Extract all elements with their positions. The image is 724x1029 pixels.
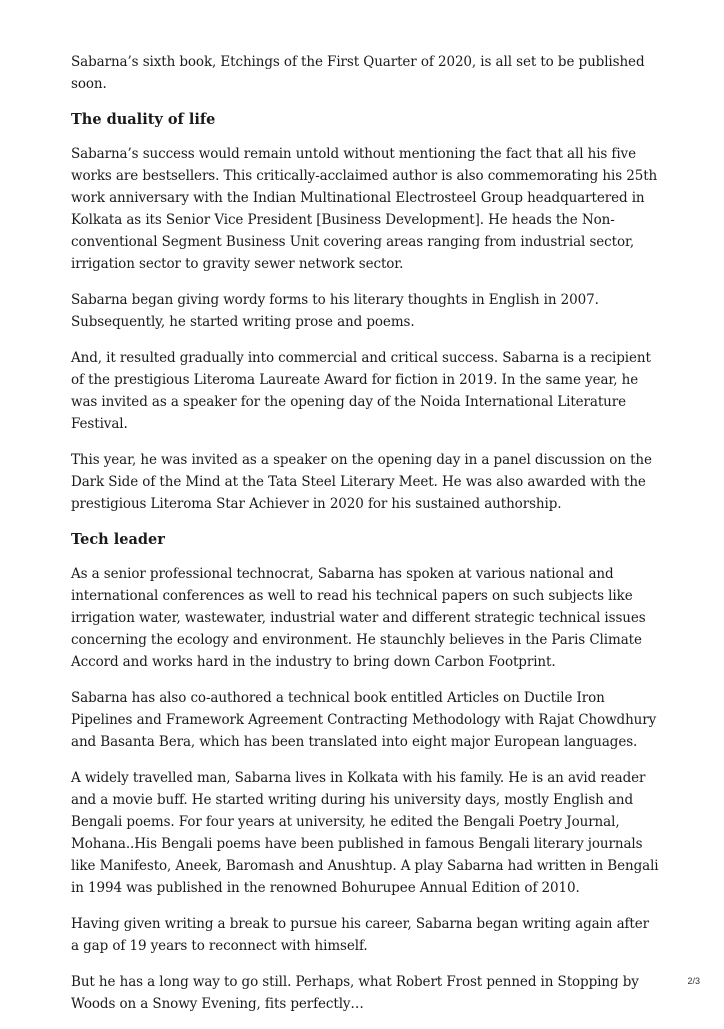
page-number: 2/3 [687,976,700,986]
paragraph-success: Sabarna’s success would remain untold without mentioning the fact that all his five works are bestsellers. This critically-acclaimed author is also commemorating his 25th work anniversary with the Indian Multinational Electrosteel Group headquartered in Kolkata as its Senior Vice President [Business Development]. He heads the Non-conventional Segment Business Unit covering areas ranging from industrial sector, irrigation sector to gravity sewer network sector. [71,146,658,272]
paragraph-travelled-man: A widely travelled man, Sabarna lives in Kolkata with his family. He is an avid reader and a movie buff. He started writing during his university days, mostly English and Bengali poems. For four years at university, he edited the Bengali Poetry Journal, Mohana..His Bengali poems have been published in famous Bengali literary journals like Manifesto, Aneek, Baromash and Anushtup. A play Sabarna had written in Bengali in 1994 was published in the renowned Bohurupee Annual Edition of 2010. [71,770,659,896]
paragraph-sixth-book: Sabarna’s sixth book, Etchings of the First Quarter of 2020, is all set to be published soon. [71,54,645,92]
paragraph-technocrat: As a senior professional technocrat, Sabarna has spoken at various national and international conferences as well to read his technical papers on such subjects like irrigation water, wastewater, industrial water and different strategic technical issues concerning the ecology and environment. He staunchly believes in the Paris Climate Accord and works hard in the industry to bring down Carbon Footprint. [71,566,646,670]
paragraph-began-writing: Sabarna began giving wordy forms to his literary thoughts in English in 2007. Subsequently, he started writing prose and poems. [71,292,599,330]
heading-duality-of-life: The duality of life [71,111,216,128]
heading-tech-leader: Tech leader [71,531,165,548]
paragraph-literary-meet: This year, he was invited as a speaker on the opening day in a panel discussion on the Dark Side of the Mind at the Tata Steel Literary Meet. He was also awarded with the prestigious Literoma Star Achiever in 2020 for his sustained authorship. [71,452,652,512]
article-body [71,51,661,1029]
paragraph-technical-book: Sabarna has also co-authored a technical book entitled Articles on Ductile Iron Pipelines and Framework Agreement Contracting Methodology with Rajat Chowdhury and Basanta Bera, which has been translated into eight major European languages. [71,690,657,750]
paragraph-robert-frost: But he has a long way to go still. Perhaps, what Robert Frost penned in Stopping by Woods on a Snowy Evening, fits perfectly… [71,974,639,1012]
paragraph-writing-break: Having given writing a break to pursue his career, Sabarna began writing again after a gap of 19 years to reconnect with himself. [71,916,649,954]
paragraph-awards: And, it resulted gradually into commercial and critical success. Sabarna is a recipient of the prestigious Literoma Laureate Award for fiction in 2019. In the same year, he was invited as a speaker for the opening day of the Noida International Literature Festival. [71,350,651,432]
